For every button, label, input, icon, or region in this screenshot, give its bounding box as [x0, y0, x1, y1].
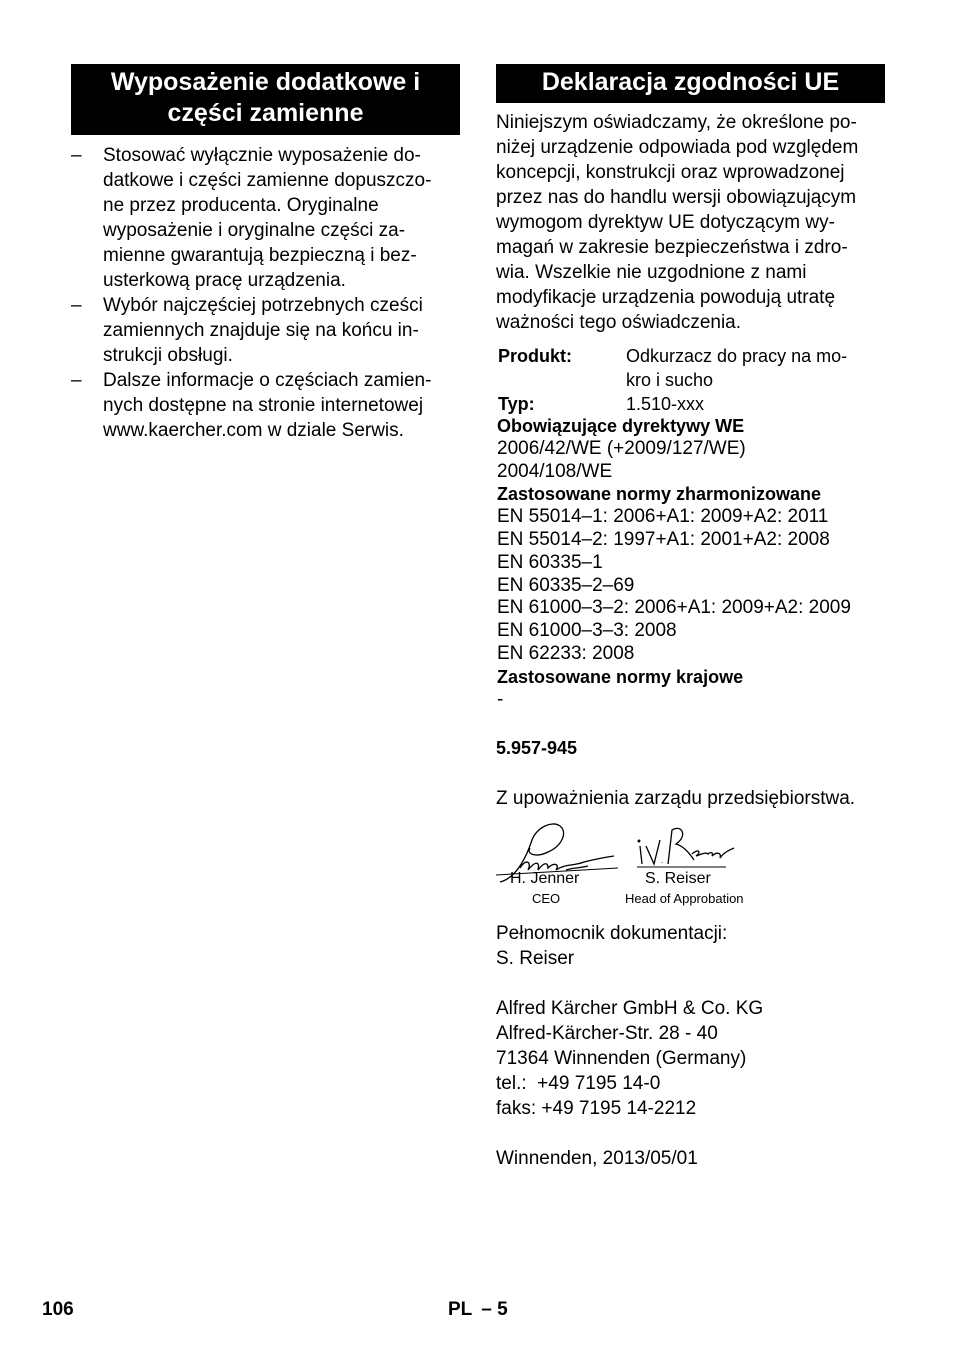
address-line: Alfred Kärcher GmbH & Co. KG: [496, 998, 764, 1019]
footer-section: [448, 1299, 508, 1321]
authorization-text: Z upoważnienia zarządu przedsiębiorstwa.: [496, 788, 856, 809]
intro-line: ważności tego oświadczenia.: [496, 312, 742, 333]
signature-area: [496, 818, 786, 910]
harmonized-heading: Zastosowane normy zharmonizowane: [497, 484, 822, 505]
intro-line: koncepcji, konstrukcji oraz wprowadzonej: [496, 162, 845, 183]
list-item-line: Stosować wyłącznie wyposażenie do-: [103, 145, 421, 166]
list-item-line: usterkową pracę urządzenia.: [103, 270, 346, 291]
intro-line: wia. Wszelkie nie uzgodnione z nami: [496, 262, 807, 283]
address-line: tel.: +49 7195 14-0: [496, 1073, 661, 1094]
intro-line: Niniejszym oświadczamy, że określone po-: [496, 112, 857, 133]
signer2-name: S. Reiser: [645, 870, 711, 887]
language-code: PL: [448, 1299, 472, 1320]
page-number: 106: [42, 1299, 74, 1320]
list-item-line: www.kaercher.com w dziale Serwis.: [103, 420, 404, 441]
place-date: Winnenden, 2013/05/01: [496, 1148, 698, 1169]
type-label: Typ:: [498, 394, 535, 414]
directive-item: 2006/42/WE (+2009/127/WE): [497, 437, 746, 459]
section-page: – 5: [481, 1299, 508, 1320]
list-item-line: datkowe i części zamienne dopuszczo-: [103, 170, 432, 191]
intro-line: modyfikacje urządzenia powodują utratę: [496, 287, 836, 308]
national-value: -: [497, 688, 504, 710]
heading-text: Deklaracja zgodności UE: [541, 68, 840, 96]
signer1-name: H. Jenner: [510, 870, 580, 887]
dash-bullet: –: [71, 370, 82, 391]
directive-item: 2004/108/WE: [497, 460, 613, 482]
list-item-line: wyposażenie i oryginalne części za-: [103, 220, 406, 241]
product-label: Produkt:: [498, 346, 572, 366]
standard-item: EN 60335–2–69: [497, 574, 635, 596]
signer1-role: CEO: [532, 891, 561, 906]
list-item: [71, 143, 466, 293]
heading-line: części zamienne: [167, 99, 364, 127]
representative-label: Pełnomocnik dokumentacji:: [496, 923, 728, 944]
list-item: [71, 293, 466, 368]
intro-line: przez nas do handlu wersji obowiązującym: [496, 187, 857, 208]
signer2-role: Head of Approbation: [625, 891, 744, 906]
intro-line: niżej urządzenie odpowiada pod względem: [496, 137, 859, 158]
dash-bullet: –: [71, 295, 82, 316]
list-item-line: Dalsze informacje o częściach zamien-: [103, 370, 432, 391]
intro-line: wymogom dyrektyw UE dotyczącym wy-: [496, 212, 835, 233]
address-line: Alfred-Kärcher-Str. 28 - 40: [496, 1023, 718, 1044]
section-heading-declaration: [496, 64, 885, 103]
representative-name: S. Reiser: [496, 948, 575, 969]
product-value-line: Odkurzacz do pracy na mo-: [626, 346, 848, 366]
dash-bullet: –: [71, 145, 82, 166]
list-item-line: zamiennych znajduje się na końcu in-: [103, 320, 419, 341]
reiser-signature: [638, 828, 734, 864]
product-value-line: kro i sucho: [626, 370, 714, 390]
standard-item: EN 61000–3–2: 2006+A1: 2009+A2: 2009: [497, 597, 851, 619]
list-item: [71, 368, 466, 443]
standard-item: EN 55014–2: 1997+A1: 2001+A2: 2008: [497, 528, 830, 550]
type-value: 1.510-xxx: [626, 394, 705, 414]
address-line: faks: +49 7195 14-2212: [496, 1098, 697, 1119]
list-item-line: ne przez producenta. Oryginalne: [103, 195, 379, 216]
standards-block: [497, 415, 887, 711]
standard-item: EN 55014–1: 2006+A1: 2009+A2: 2011: [497, 506, 829, 528]
heading-line: Wyposażenie dodatkowe i: [110, 68, 421, 96]
declaration-intro: [496, 110, 888, 335]
national-heading: Zastosowane normy krajowe: [497, 666, 744, 687]
representative-block: [496, 921, 727, 971]
intro-line: magań w zakresie bezpieczeństwa i zdro-: [496, 237, 848, 258]
standard-item: EN 62233: 2008: [497, 642, 635, 664]
document-number: 5.957-945: [496, 738, 578, 758]
address-block: [496, 996, 763, 1121]
list-item-line: nych dostępne na stronie internetowej: [103, 395, 424, 416]
product-value: [626, 344, 847, 392]
standard-item: EN 60335–1: [497, 551, 603, 573]
standard-item: EN 61000–3–3: 2008: [497, 620, 677, 642]
address-line: 71364 Winnenden (Germany): [496, 1048, 747, 1069]
list-item-line: Wybór najczęściej potrzebnych cześci: [103, 295, 423, 316]
list-item-line: strukcji obsługi.: [103, 345, 233, 366]
list-item-line: mienne gwarantują bezpieczną i bez-: [103, 245, 417, 266]
directives-heading: Obowiązujące dyrektywy WE: [497, 416, 745, 436]
section-heading-accessories: [71, 64, 460, 135]
accessories-list: [71, 143, 466, 443]
